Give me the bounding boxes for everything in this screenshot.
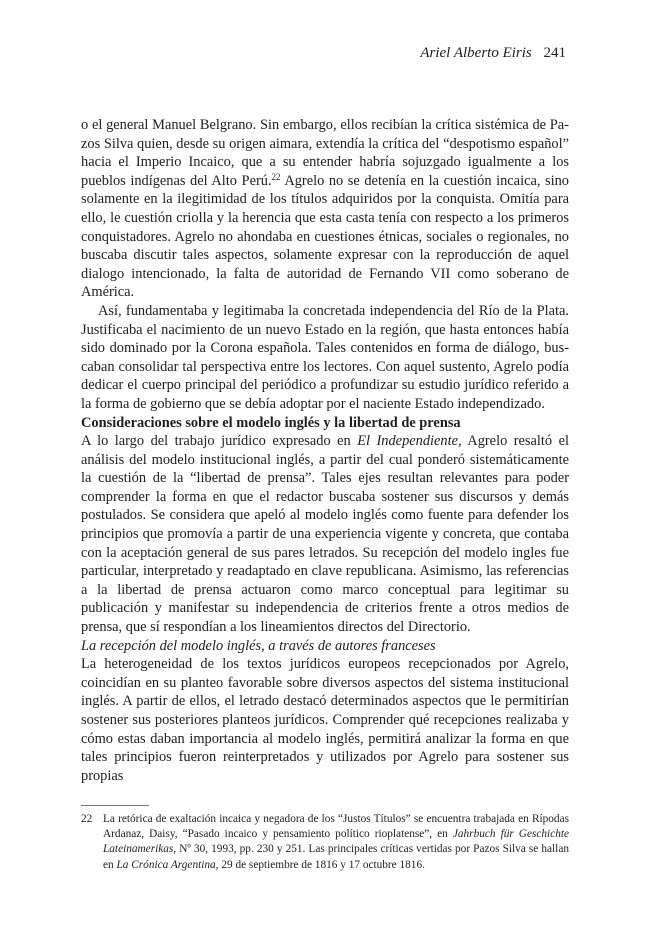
- paragraph-1-text-a: o el general Manuel Belgrano. Sin embargo, ellos recibían la crítica sistémica de Pazos Silva quien, desde su origen aimara, extendía la crítica del “despotismo español” hacia el Imperio Incaico, que a su entender habría sojuzgado igualmente a los pueblos indígenas del Alto Perú.: [81, 117, 569, 189]
- footnote-number: 22: [81, 813, 93, 825]
- footnote-text-a: La retórica de exaltación incaica y negadora de los “Justos Títulos” se encuentra trabajada en Rípodas Ardanaz, Daisy, “Pasado incaico y pensamiento político rioplatense”, en: [103, 813, 569, 841]
- footnote-divider: [81, 805, 149, 806]
- footnote-ref-22: 22: [271, 171, 281, 182]
- paragraph-3-text-a: A lo largo del trabajo jurídico expresado en: [81, 433, 358, 450]
- paragraph-3-text-b: , Agrelo resaltó el análisis del modelo institucional inglés, a partir del cual ponderó sistemáticamente la cuestión de la “libertad de prensa”. Tales ejes resultan relevantes para poder comprender la forma en que el redactor buscaba sostener sus discursos y demás postulados. Se considera que apeló al modelo inglés como fuente para defender los principios que promovía a partir de una experiencia vigente y concreta, que contaba con la aceptación general de sus pares letrados. Su recepción del modelo ingles fue particular, interpretado y readaptado en clave republicana. Asimismo, las referencias a la libertad de prensa actuaron como marco conceptual para legitimar su publicación y manifestar su independencia de criterios frente a otros medios de prensa, que sí respondían a los lineamientos directos del Directorio.: [81, 433, 569, 636]
- paragraph-3: [81, 432, 569, 637]
- footnote-text-c: , 29 de septiembre de 1816 y 17 octubre 1816.: [215, 858, 425, 871]
- periodical-title: El Independiente: [357, 433, 459, 450]
- body-text: [81, 116, 569, 785]
- subsection-heading: La recepción del modelo inglés, a través de autores franceses: [81, 637, 436, 654]
- running-head-author: Ariel Alberto Eiris: [420, 45, 532, 61]
- paragraph-1-text-b: Agrelo no se detenía en la cuestión incaica, sino solamente en la ilegitimidad de los títulos adquiridos por la conquista. Omitía para ello, le cuestión criolla y la herencia que esta casta tenía con respecto a los primeros conquistadores. Agrelo no ahondaba en cuestiones étnicas, sociales o regionales, no buscaba discutir tales aspectos, solamente expresar con la reproducción de aquel dialogo intencionado, la falta de autoridad de Fernando VII como soberano de América.: [81, 172, 570, 301]
- footnotes: [81, 805, 569, 873]
- footnote-22: [81, 812, 569, 873]
- section-heading: Consideraciones sobre el modelo inglés y la libertad de prensa: [81, 414, 461, 431]
- footnote-newspaper-title: La Crónica Argentina: [116, 858, 216, 871]
- footnote-text-b: , Nº 30, 1993, pp. 230 y 251. Las principales críticas vertidas por Pazos Silva se hallan en: [103, 843, 569, 871]
- paragraph-1: [81, 116, 569, 302]
- footnote-journal-title: Jahrbuch für Geschichte Lateinamerikas: [103, 828, 569, 856]
- footnote-text: [103, 812, 569, 873]
- running-header: [420, 45, 566, 62]
- paragraph-2: Así, fundamentaba y legitimaba la concretada independencia del Río de la Plata. Justificaba el nacimiento de un nuevo Estado en la región, que hasta entonces había sido dominado por la Corona española. Tales contenidos en forma de diálogo, buscaban consolidar tal perspectiva entre los lectores. Con aquel sustento, Agrelo podía dedicar el cuerpo principal del periódico a profundizar su estudio jurídico referido a la forma de gobierno que se debía adoptar por el naciente Estado independizado.: [81, 302, 569, 412]
- page-number: 241: [543, 45, 566, 61]
- paragraph-4: La heterogeneidad de los textos jurídicos europeos recepcionados por Agrelo, coincidían en su planteo favorable sobre diversos aspectos del sistema institucional inglés. A partir de ellos, el letrado destacó determinados aspectos que le permitirían sostener sus posteriores planteos jurídicos. Comprender qué recepciones realizaba y cómo estas daban importancia al modelo inglés, permitirá analizar la forma en que tales principios fueron reinterpretados y utilizados por Agrelo para sostener sus propias: [81, 656, 569, 784]
